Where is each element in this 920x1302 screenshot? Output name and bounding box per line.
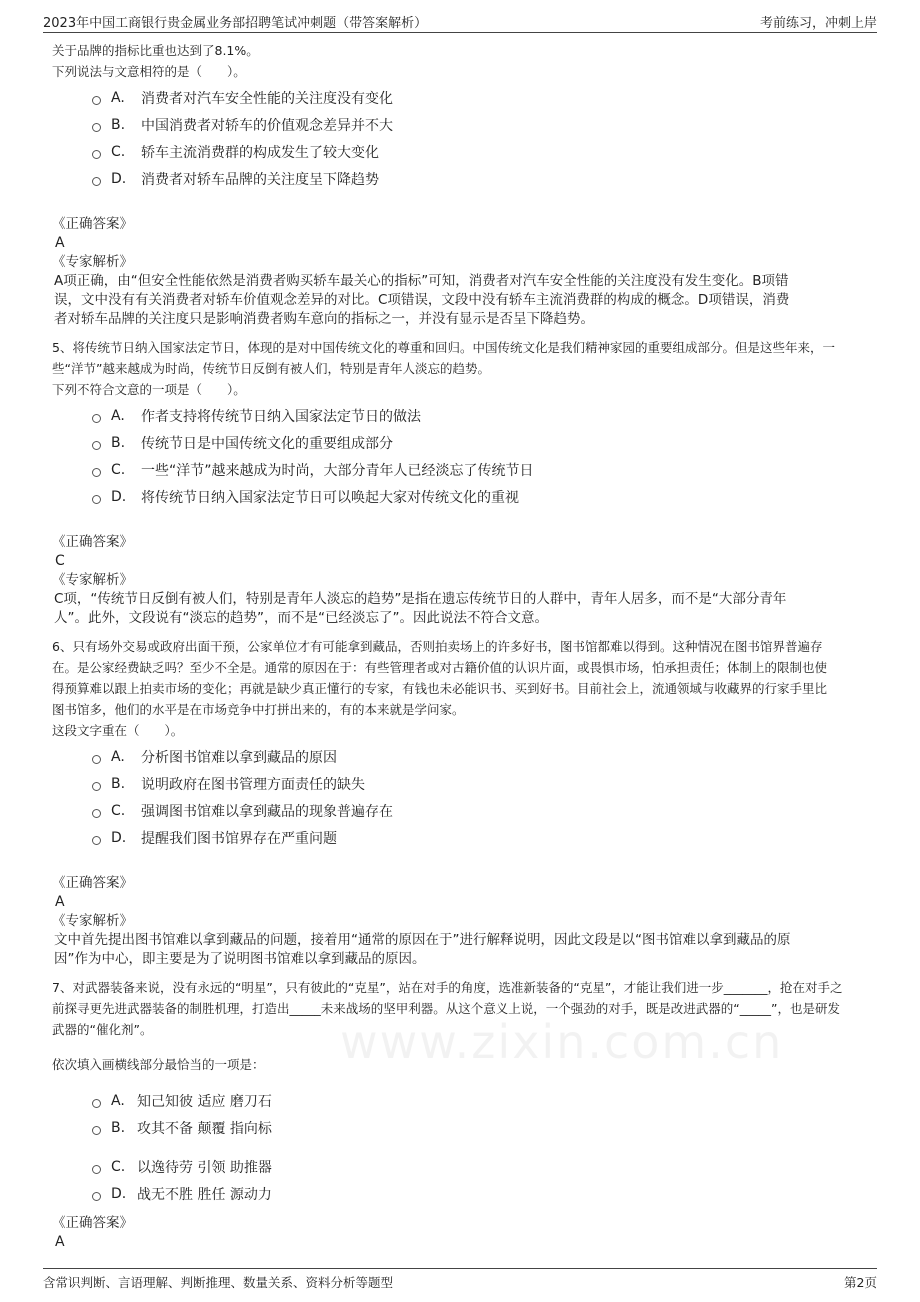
option-letter: A. (111, 1092, 125, 1109)
footer-note: 含常识判断、言语理解、判断推理、数量关系、资料分析等题型 (43, 1275, 394, 1290)
page-number: 第2页 (844, 1275, 877, 1290)
question-stem: 这段文字重在（ ）。 (52, 723, 184, 738)
passage-line: 7、对武器装备来说，没有永远的“明星”，只有彼此的“克星”，站在对手的角度，选准新装备的“克星”，才能让我们进一步_______，抢在对手之 (52, 980, 843, 995)
passage-line: 图书馆多，他们的水平是在市场竞争中打拼出来的，有的本来就是学问家。 (52, 702, 465, 717)
option-a[interactable] (92, 743, 872, 770)
explanation-line: 人”。此外，文段说有“淡忘的趋势”，而不是“已经淡忘了”。因此说法不符合文意。 (54, 610, 548, 626)
radio-icon[interactable] (92, 177, 101, 186)
radio-icon[interactable] (92, 468, 101, 477)
question-4 (52, 40, 872, 329)
option-b[interactable] (92, 770, 872, 797)
question-stem: 下列说法与文意相符的是（ ）。 (52, 64, 246, 79)
option-letter: C. (111, 802, 126, 819)
question-stem: 依次填入画横线部分最恰当的一项是： (52, 1057, 265, 1072)
option-text: 中国消费者对轿车的价值观念差异并不大 (141, 117, 393, 134)
answer-label: 《正确答案》 (52, 875, 133, 891)
option-text: 强调图书馆难以拿到藏品的现象普遍存在 (141, 803, 393, 820)
option-text: 将传统节日纳入国家法定节日可以唤起大家对传统文化的重视 (141, 489, 519, 506)
option-letter: C. (111, 461, 126, 478)
option-a[interactable] (92, 1087, 872, 1114)
option-text: 传统节日是中国传统文化的重要组成部分 (141, 435, 393, 452)
answer-label: 《正确答案》 (52, 216, 133, 232)
option-letter: C. (111, 143, 126, 160)
options-list (92, 402, 872, 510)
option-text: 作者支持将传统节日纳入国家法定节日的做法 (141, 408, 421, 425)
radio-icon[interactable] (92, 1099, 101, 1108)
passage-line: 些“洋节”越来越成为时尚，传统节日反倒有被人们，特别是青年人淡忘的趋势。 (52, 361, 490, 376)
passage-line: 得预算难以跟上拍卖市场的变化；再就是缺少真正懂行的专家，有钱也未必能识书、买到好书。目前社会上，流通领域与收藏界的行家手里比 (52, 681, 828, 696)
options-list (92, 743, 872, 851)
option-d[interactable] (92, 824, 872, 851)
watermark: www.zixin.com.cn (340, 1015, 784, 1069)
explanation-line: 文中首先提出图书馆难以拿到藏品的问题，接着用“通常的原因在于”进行解释说明，因此文段是以“图书馆难以拿到藏品的原 (54, 932, 791, 948)
answer-label: 《正确答案》 (52, 1215, 133, 1231)
option-b[interactable] (92, 1114, 872, 1141)
passage-line: 在。是公家经费缺乏吗？至少不全是。通常的原因在于：有些管理者或对古籍价值的认识片面，或畏惧市场，怕承担责任；体制上的限制也使 (52, 660, 828, 675)
answer-label: 《正确答案》 (52, 534, 133, 550)
explanation-label: 《专家解析》 (52, 572, 133, 588)
radio-icon[interactable] (92, 123, 101, 132)
option-letter: D. (111, 1185, 127, 1202)
explanation-line: 因”作为中心，即主要是为了说明图书馆难以拿到藏品的原因。 (54, 951, 426, 967)
option-c[interactable] (92, 456, 872, 483)
option-text: 提醒我们图书馆界存在严重问题 (141, 830, 337, 847)
page-content (52, 40, 872, 1252)
option-text: 攻其不备 颠覆 指向标 (137, 1120, 272, 1137)
page-header (43, 8, 877, 33)
option-letter: D. (111, 488, 127, 505)
radio-icon[interactable] (92, 441, 101, 450)
option-letter: B. (111, 116, 126, 133)
option-text: 消费者对轿车品牌的关注度呈下降趋势 (141, 171, 379, 188)
option-text: 战无不胜 胜任 源动力 (137, 1186, 272, 1203)
passage-line: 武器的“催化剂”。 (52, 1022, 153, 1037)
option-c[interactable] (92, 138, 872, 165)
option-text: 一些“洋节”越来越成为时尚，大部分青年人已经淡忘了传统节日 (141, 462, 534, 479)
explanation-line: 者对轿车品牌的关注度只是影响消费者购车意向的指标之一，并没有显示是否呈下降趋势。 (54, 311, 594, 327)
option-letter: B. (111, 434, 126, 451)
option-text: 知己知彼 适应 磨刀石 (137, 1093, 272, 1110)
option-text: 消费者对汽车安全性能的关注度没有变化 (141, 90, 393, 107)
explanation-label: 《专家解析》 (52, 254, 133, 270)
question-6 (52, 636, 872, 969)
radio-icon[interactable] (92, 1126, 101, 1135)
option-letter: A. (111, 407, 125, 424)
header-slogan: 考前练习，冲刺上岸 (759, 16, 877, 31)
document-title: 2023年中国工商银行贵金属业务部招聘笔试冲刺题（带答案解析） (43, 16, 428, 31)
option-letter: B. (111, 1119, 126, 1136)
option-letter: A. (111, 89, 125, 106)
answer-value: A (55, 235, 65, 251)
options-list (92, 84, 872, 192)
option-text: 说明政府在图书管理方面责任的缺失 (141, 776, 365, 793)
question-5 (52, 337, 872, 628)
option-c[interactable] (92, 1153, 872, 1180)
option-text: 轿车主流消费群的构成发生了较大变化 (141, 144, 379, 161)
radio-icon[interactable] (92, 782, 101, 791)
option-a[interactable] (92, 402, 872, 429)
page-footer (43, 1268, 877, 1293)
option-d[interactable] (92, 165, 872, 192)
option-letter: D. (111, 170, 127, 187)
radio-icon[interactable] (92, 495, 101, 504)
radio-icon[interactable] (92, 414, 101, 423)
option-d[interactable] (92, 1180, 872, 1207)
passage-line: 5、将传统节日纳入国家法定节日，体现的是对中国传统文化的尊重和回归。中国传统文化是我们精神家园的重要组成部分。但是这些年来，一 (52, 340, 835, 355)
radio-icon[interactable] (92, 150, 101, 159)
answer-value: A (55, 894, 65, 910)
explanation-line: C项，“传统节日反倒有被人们，特别是青年人淡忘的趋势”是指在遗忘传统节日的人群中，青年人居多，而不是“大部分青年 (54, 591, 787, 607)
radio-icon[interactable] (92, 836, 101, 845)
option-letter: C. (111, 1158, 126, 1175)
question-stem: 下列不符合文意的一项是（ ）。 (52, 382, 246, 397)
option-text: 分析图书馆难以拿到藏品的原因 (141, 749, 337, 766)
option-b[interactable] (92, 429, 872, 456)
passage-line: 关于品牌的指标比重也达到了8.1%。 (52, 43, 259, 58)
option-text: 以逸待劳 引领 助推器 (137, 1159, 272, 1176)
options-list (92, 1087, 872, 1207)
option-letter: A. (111, 748, 125, 765)
option-d[interactable] (92, 483, 872, 510)
option-a[interactable] (92, 84, 872, 111)
radio-icon[interactable] (92, 755, 101, 764)
option-letter: B. (111, 775, 126, 792)
question-7 (52, 977, 872, 1252)
explanation-label: 《专家解析》 (52, 913, 133, 929)
answer-value: A (55, 1234, 65, 1250)
radio-icon[interactable] (92, 96, 101, 105)
radio-icon[interactable] (92, 1165, 101, 1174)
option-c[interactable] (92, 797, 872, 824)
radio-icon[interactable] (92, 809, 101, 818)
passage-line: 6、只有场外交易或政府出面干预，公家单位才有可能拿到藏品，否则拍卖场上的许多好书，图书馆都难以得到。这种情况在图书馆界普遍存 (52, 639, 823, 654)
passage-line: 前探寻更先进武器装备的制胜机理，打造出_____未来战场的坚甲利器。从这个意义上说，一个强劲的对手，既是改进武器的“_____”，也是研发 (52, 1001, 840, 1016)
answer-value: C (55, 553, 65, 569)
option-b[interactable] (92, 111, 872, 138)
explanation-line: 误，文中没有有关消费者对轿车价值观念差异的对比。C项错误，文段中没有轿车主流消费群的构成的概念。D项错误，消费 (54, 292, 790, 308)
explanation-line: A项正确，由“但安全性能依然是消费者购买轿车最关心的指标”可知，消费者对汽车安全性能的关注度没有发生变化。B项错 (54, 273, 789, 289)
option-letter: D. (111, 829, 127, 846)
radio-icon[interactable] (92, 1192, 101, 1201)
